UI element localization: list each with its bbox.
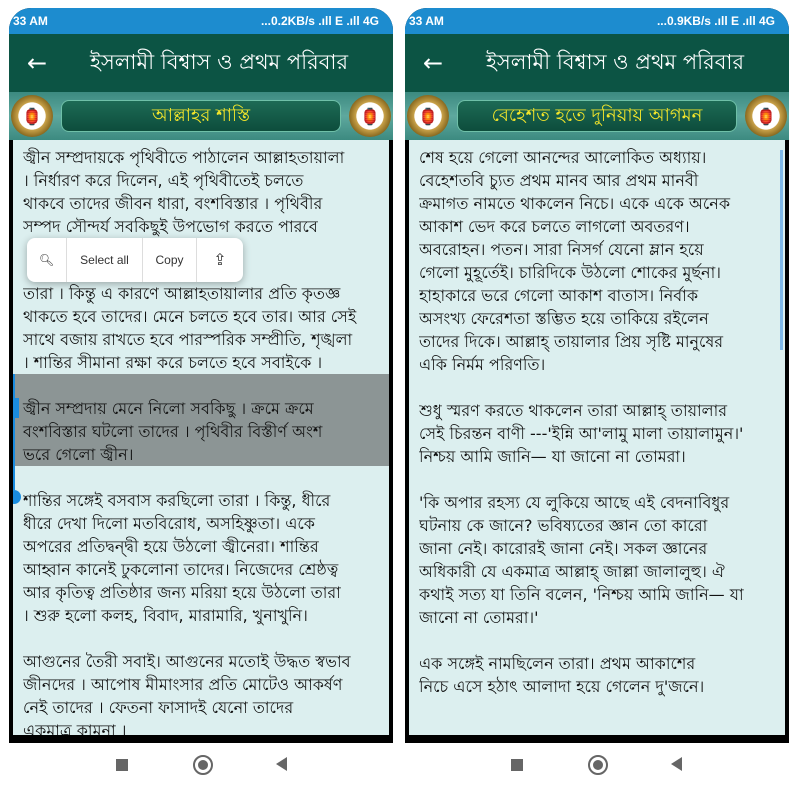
reading-text[interactable] xyxy=(409,140,785,735)
arrow-left-icon[interactable]: ← xyxy=(422,49,444,77)
text-line xyxy=(23,627,379,650)
text-selection-toolbar xyxy=(27,238,243,282)
selected-text-line xyxy=(13,374,389,397)
status-time: 33 AM xyxy=(409,14,444,28)
chapter-title: বেহেশত হতে দুনিয়ায় আগমন xyxy=(457,100,737,132)
navigation-bar xyxy=(0,755,800,781)
app-bar xyxy=(405,34,789,92)
text-line: নিচে এসে হঠাৎ আলাদা হয়ে গেলেন দু'জনে। xyxy=(419,677,705,696)
selection-bar xyxy=(13,374,15,490)
text-line: । শুরু হলো কলহ, বিবাদ, মারামারি, খুনাখুনি। xyxy=(23,606,308,625)
text-line: জীনদের । আপোষ মীমাংসার প্রতি মোটেও আকর্ষণ xyxy=(23,675,343,694)
reading-text[interactable] xyxy=(13,140,389,735)
lantern-icon: 🏮 xyxy=(11,95,53,137)
text-line: আহ্বান কানেই ঢুকলোনা তাদের। নিজেদের শ্রেষ্ঠত্ব xyxy=(23,560,339,579)
text-line: অসংখ্য ফেরেশতা স্তম্ভিত হয়ে তাকিয়ে রইলেন xyxy=(419,309,709,328)
right-screen xyxy=(405,8,789,743)
text-line: গেলো মুহূর্তেই। চারিদিকে উঠলো শোকের মুর্ছনা। xyxy=(419,263,721,282)
text-line: আকাশ ভেদ করে চলতে লাগলো অবতরণ। xyxy=(419,217,690,236)
text-line xyxy=(23,466,379,489)
search-icon[interactable]: 🔍︎ xyxy=(27,238,67,282)
text-line: থাকবে তাদের জীবন ধারা, বংশবিস্তার । পৃথিবীর xyxy=(23,194,323,213)
text-line: ঘটনায় কে জানে? ভবিষ্যতের জ্ঞান তো কারো xyxy=(419,516,708,535)
status-indicators: ...0.2KB/s .ıll E .ıll 4G xyxy=(260,14,379,28)
square-icon[interactable] xyxy=(116,759,128,771)
text-line: অপরের প্রতিদ্বন্দ্বী হয়ে উঠলো জ্বীনেরা। শান্তির xyxy=(23,537,319,556)
text-line: 'কি অপার রহস্য যে লুকিয়ে আছে এই বেদনাবিধুর xyxy=(419,493,730,512)
selected-text-line: ভরে গেলো জ্বীন। xyxy=(13,443,389,466)
text-line: সম্পদ সৌন্দর্য সবকিছুই উপভোগ করতে পারবে xyxy=(23,217,318,236)
triangle-back-icon[interactable] xyxy=(276,757,287,771)
text-line: অবরোহন। পতন। সারা নিসর্গ যেনো ম্লান হয়ে xyxy=(419,240,704,259)
text-line: ধীরে দেখা দিলো মতবিরোধ, অসহিষ্ণুতা। একে xyxy=(23,514,315,533)
text-line: শুধু স্মরণ করতে থাকলেন তারা আল্লাহ্‌ তায়ালার xyxy=(419,401,728,420)
text-line: সেই চিরন্তন বাণী ---'ইন্নি আ'লামু মালা তায়ালামুন।' xyxy=(419,424,744,443)
text-line: একি নির্মম পরিণতি। xyxy=(419,355,546,374)
square-icon[interactable] xyxy=(511,759,523,771)
text-line: নিশ্চয় আমি জানি— যা জানো না তোমরা। xyxy=(419,447,686,466)
lantern-icon: 🏮 xyxy=(349,95,391,137)
text-line: তারা । কিন্তু এ কারণে আল্লাহতায়ালার প্রতি কৃতজ্ঞ xyxy=(23,284,341,303)
selected-text-line: বংশবিস্তার ঘটলো তাদের । পৃথিবীর বিস্তীর্ণ অংশ xyxy=(13,420,389,443)
status-bar xyxy=(405,8,789,34)
text-line: । শান্তির সীমানা রক্ষা করে চলতে হবে সবাইকে । xyxy=(23,353,323,372)
chapter-banner xyxy=(405,92,789,140)
text-line: থাকতে হবে তাদের। মেনে চলতে হবে তার। আর সেই xyxy=(23,307,357,326)
text-line: নেই তাদের । ফেতনা ফাসাদই যেনো তাদের xyxy=(23,698,294,717)
arrow-left-icon[interactable]: ← xyxy=(26,49,48,77)
share-icon[interactable]: ⇪ xyxy=(213,252,227,269)
text-line: আগুনের তৈরী সবাই। আগুনের মতোই উদ্ধত স্বভাব xyxy=(23,652,351,671)
text-line xyxy=(419,376,775,399)
text-line: হাহাকারে ভরে গেলো আকাশ বাতাস। নির্বাক xyxy=(419,286,699,305)
chapter-title: আল্লাহর শাস্তি xyxy=(61,100,341,132)
text-line xyxy=(419,468,775,491)
text-line: ক্রমাগত নামতে থাকলেন নিচে। একে একে অনেক xyxy=(419,194,731,213)
text-line: জানো না তোমরা।' xyxy=(419,608,539,627)
text-line: জানা নেই। কারোরই জানা নেই। সকল জ্ঞানের xyxy=(419,539,708,558)
text-line: জ্বীন সম্প্রদায়কে পৃথিবীতে পাঠালেন আল্লাহতায়ালা xyxy=(23,148,345,167)
text-line xyxy=(419,629,775,652)
circle-icon[interactable] xyxy=(588,755,608,775)
triangle-back-icon[interactable] xyxy=(671,757,682,771)
text-line: আর কৃতিত্ব প্রতিষ্ঠার জন্য মরিয়া হয়ে উঠলো তারা xyxy=(23,583,341,602)
text-line: শেষ হয়ে গেলো আনন্দের আলোকিত অধ্যায়। xyxy=(419,148,707,167)
text-line: অধিকারী যে একমাত্র আল্লাহ্‌ জাল্লা জালালুহু। ঐ xyxy=(419,562,725,581)
text-line: এক সঙ্গেই নামছিলেন তারা। প্রথম আকাশের xyxy=(419,654,696,673)
text-line: কথাই সত্য যা তিনি বলেন, 'নিশ্চয় আমি জানি— যা xyxy=(419,585,744,604)
page-title: ইসলামী বিশ্বাস ও প্রথম পরিবার xyxy=(89,49,349,74)
circle-icon[interactable] xyxy=(193,755,213,775)
text-line: সাথে বজায় রাখতে হবে পারস্পরিক সম্প্রীতি, শৃঙ্খলা xyxy=(23,330,353,349)
select-all-button[interactable]: Select all xyxy=(67,238,143,282)
status-indicators: ...0.9KB/s .ıll E .ıll 4G xyxy=(656,14,775,28)
status-bar xyxy=(9,8,393,34)
copy-button[interactable]: Copy xyxy=(143,238,197,282)
text-line: । নির্ধারণ করে দিলেন, এই পৃথিবীতেই চলতে xyxy=(23,171,304,190)
chapter-banner xyxy=(9,92,393,140)
text-line: বেহেশতবি চ্যুত প্রথম মানব আর প্রথম মানবী xyxy=(419,171,699,190)
app-bar xyxy=(9,34,393,92)
page-title: ইসলামী বিশ্বাস ও প্রথম পরিবার xyxy=(485,49,745,74)
left-screen xyxy=(9,8,393,743)
lantern-icon: 🏮 xyxy=(745,95,787,137)
selected-text-line: জ্বীন সম্প্রদায় মেনে নিলো সবকিছু । ক্রমে ক্রমে xyxy=(13,397,389,420)
scrollbar[interactable] xyxy=(780,150,783,350)
text-line: শান্তির সঙ্গেই বসবাস করছিলো তারা । কিন্তু, ধীরে xyxy=(23,491,331,510)
lantern-icon: 🏮 xyxy=(407,95,449,137)
selection-end-handle[interactable] xyxy=(13,490,21,504)
status-time: 33 AM xyxy=(13,14,48,28)
text-line: একমাত্র কামনা । xyxy=(23,721,127,735)
text-line: তাদের দিকে। আল্লাহ্‌ তায়ালার প্রিয় সৃষ্টি মানুষের xyxy=(419,332,724,351)
